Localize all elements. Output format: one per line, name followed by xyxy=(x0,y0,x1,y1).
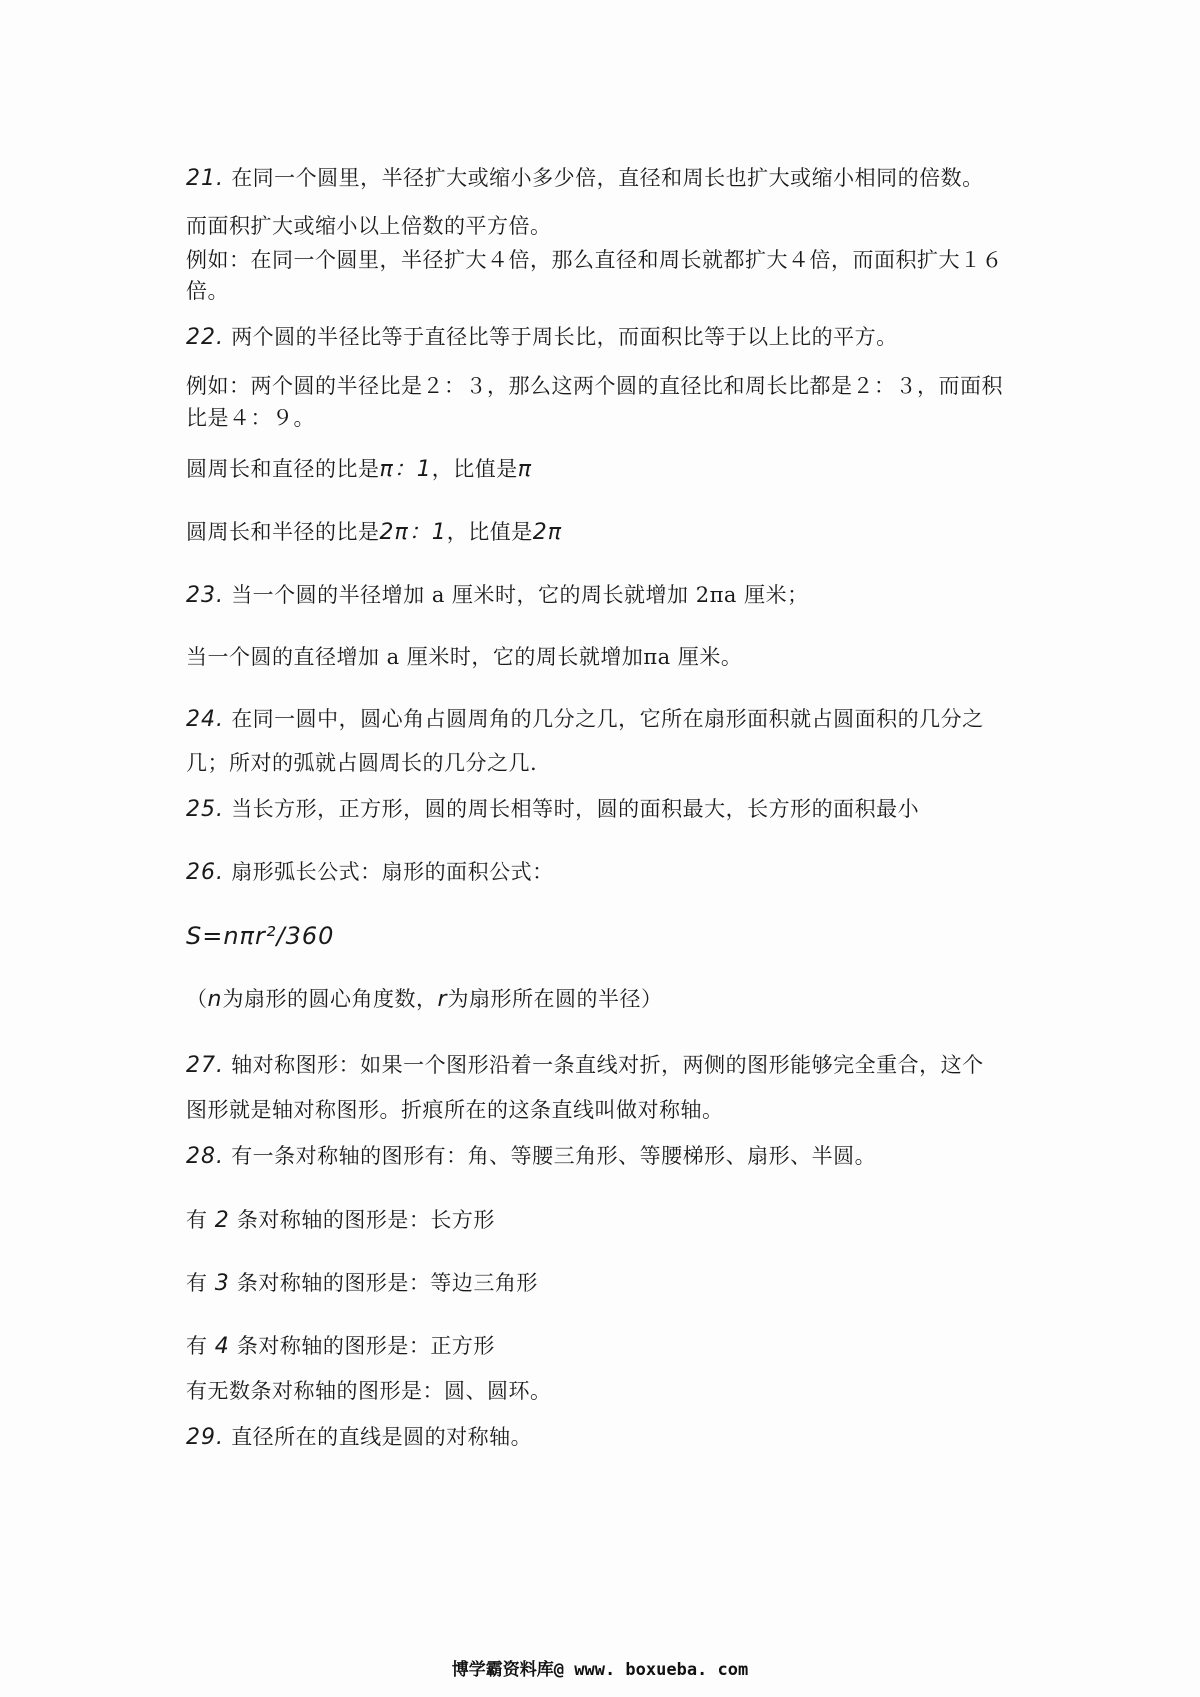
item-21-text: 在同一个圆里，半径扩大或缩小多少倍，直径和周长也扩大或缩小相同的倍数。 xyxy=(231,166,984,190)
item-22-line-2: 例如：两个圆的半径比是２：３，那么这两个圆的直径比和周长比都是２：３，而面积 xyxy=(186,374,1003,398)
item-23-line-2: 当一个圆的直径增加 a 厘米时，它的周长就增加πa 厘米。 xyxy=(186,645,743,669)
item-28-line-3 xyxy=(186,1268,538,1299)
item-28-text: 有一条对称轴的图形有：角、等腰三角形、等腰梯形、扇形、半圆。 xyxy=(231,1144,877,1168)
item-number: 26. xyxy=(186,860,224,885)
item-number: 29. xyxy=(186,1425,224,1450)
ratio-value: π：1 xyxy=(379,457,432,482)
item-number: 23. xyxy=(186,583,224,608)
text-span: 条对称轴的图形是：等边三角形 xyxy=(236,1271,538,1295)
item-number: 24. xyxy=(186,707,224,732)
item-27-line-2: 图形就是轴对称图形。折痕所在的这条直线叫做对称轴。 xyxy=(186,1098,724,1122)
ratio-result: 2π xyxy=(532,520,562,545)
item-25-text: 当长方形，正方形，圆的周长相等时，圆的面积最大，长方形的面积最小 xyxy=(231,797,920,821)
axis-count: 3 xyxy=(214,1271,230,1296)
item-number: 27. xyxy=(186,1053,224,1078)
item-22-text: 两个圆的半径比等于直径比等于周长比，而面积比等于以上比的平方。 xyxy=(231,325,898,349)
text-span: ，比值是 xyxy=(431,457,518,481)
text-span: 条对称轴的图形是：长方形 xyxy=(236,1208,495,1232)
sector-area-formula: S=nπr²/360 xyxy=(186,922,335,950)
text-span: 条对称轴的图形是：正方形 xyxy=(236,1334,495,1358)
item-22-line-1 xyxy=(186,322,898,353)
text-span: 有 xyxy=(186,1208,208,1232)
item-24-line-2: 几；所对的弧就占圆周长的几分之几. xyxy=(186,751,538,775)
item-27-text: 轴对称图形：如果一个图形沿着一条直线对折，两侧的图形能够完全重合，这个 xyxy=(231,1053,984,1077)
ratio-result: π xyxy=(517,457,532,482)
ratio-value: 2π：1 xyxy=(379,520,447,545)
formula-note xyxy=(186,984,663,1015)
item-21-line-1 xyxy=(186,163,984,194)
item-23-text: 当一个圆的半径增加 a 厘米时，它的周长就增加 2πa 厘米； xyxy=(231,583,809,607)
item-23-line-1 xyxy=(186,580,809,611)
item-number: 28. xyxy=(186,1144,224,1169)
axis-count: 4 xyxy=(214,1334,230,1359)
axis-count: 2 xyxy=(214,1208,230,1233)
item-28-line-5: 有无数条对称轴的图形是：圆、圆环。 xyxy=(186,1379,552,1403)
item-29-text: 直径所在的直线是圆的对称轴。 xyxy=(231,1425,533,1449)
item-22-line-4 xyxy=(186,454,532,485)
item-28-line-2 xyxy=(186,1205,495,1236)
item-24-line-1 xyxy=(186,704,984,735)
text-span: 为扇形所在圆的半径） xyxy=(447,987,663,1011)
item-21-line-2: 而面积扩大或缩小以上倍数的平方倍。 xyxy=(186,214,552,238)
item-22-line-5 xyxy=(186,517,562,548)
item-number: 22. xyxy=(186,325,224,350)
text-span: 有 xyxy=(186,1271,208,1295)
item-21-line-3: 例如：在同一个圆里，半径扩大４倍，那么直径和周长就都扩大４倍，而面积扩大１６ xyxy=(186,248,1003,272)
text-span: 圆周长和半径的比是 xyxy=(186,520,380,544)
item-number: 25. xyxy=(186,797,224,822)
item-25-line-1 xyxy=(186,794,919,825)
item-27-line-1 xyxy=(186,1050,984,1081)
text-span: 为扇形的圆心角度数， xyxy=(222,987,438,1011)
item-28-line-4 xyxy=(186,1331,495,1362)
item-21-line-4: 倍。 xyxy=(186,279,229,303)
item-26-line-1 xyxy=(186,857,554,888)
item-number: 21. xyxy=(186,166,224,191)
variable-r: r xyxy=(437,987,448,1012)
footer-watermark: 博学霸资料库@ www. boxueba. com xyxy=(451,1660,749,1680)
text-span: 有 xyxy=(186,1334,208,1358)
item-26-text: 扇形弧长公式：扇形的面积公式： xyxy=(231,860,554,884)
item-28-line-1 xyxy=(186,1141,876,1172)
item-29-line-1 xyxy=(186,1422,532,1453)
text-span: ，比值是 xyxy=(446,520,533,544)
item-22-line-3: 比是４：９。 xyxy=(186,406,315,430)
text-span: 圆周长和直径的比是 xyxy=(186,457,380,481)
text-span: （ xyxy=(186,987,208,1011)
item-24-text: 在同一圆中，圆心角占圆周角的几分之几，它所在扇形面积就占圆面积的几分之 xyxy=(231,707,984,731)
variable-n: n xyxy=(207,987,223,1012)
